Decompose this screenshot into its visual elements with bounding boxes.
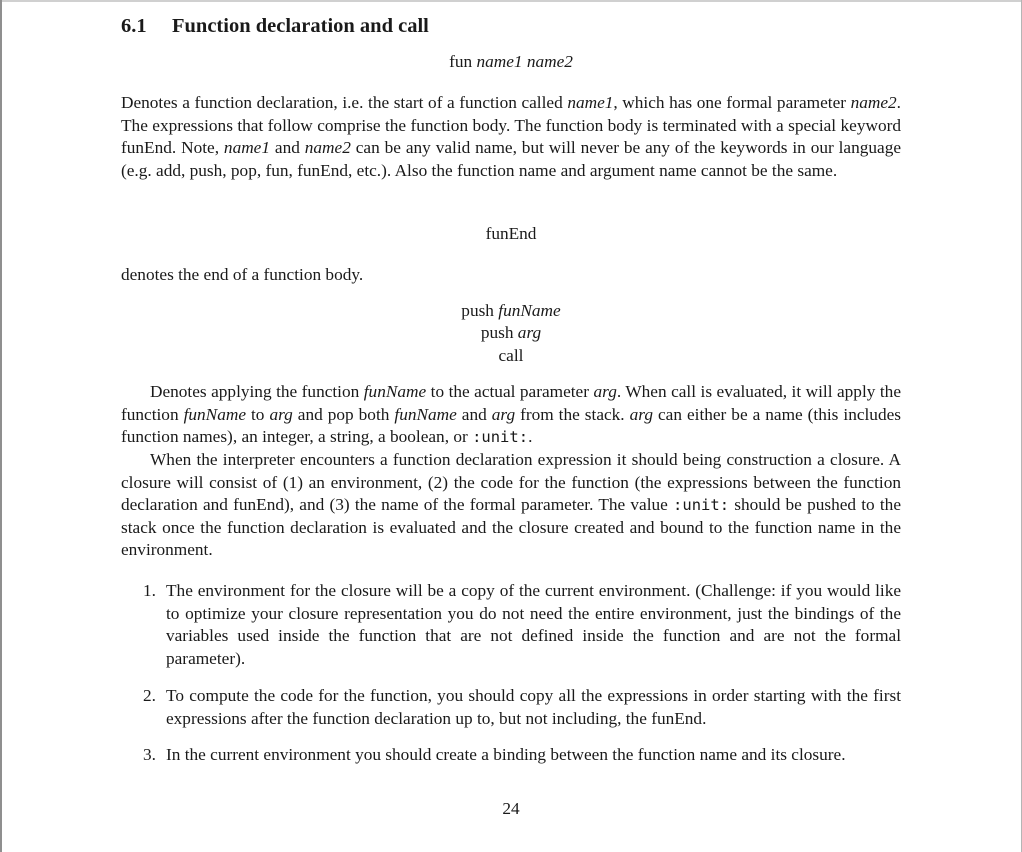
call-syntax-line-1: push funName xyxy=(461,301,561,320)
list-item xyxy=(143,685,901,730)
page-edge-left xyxy=(0,0,2,852)
list-item xyxy=(143,580,901,670)
list-item-text: To compute the code for the function, you should copy all the expressions in order starting with the first expressions after the function declaration up to, but not including, the funEnd. xyxy=(166,686,901,728)
call-description-paragraph: Denotes applying the function funName to the actual parameter arg. When call is evaluated, it will apply the function funName to arg and pop both funName and arg from the stack. arg can either be a name (this includes function names), an integer, a string, a boolean, or :unit:. xyxy=(121,382,901,447)
section-number: 6.1 xyxy=(121,15,147,37)
declaration-description-paragraph: Denotes a function declaration, i.e. the start of a function called name1, which has one formal parameter name2. The expressions that follow comprise the function body. The function body is terminated with a special keyword funEnd. Note, name1 and name2 can be any valid name, but will never be any of the keywords in our language (e.g. add, push, pop, fun, funEnd, etc.). Also the function name and argument name cannot be the same. xyxy=(121,93,902,180)
function-end-description: denotes the end of a function body. xyxy=(121,265,364,284)
call-syntax-line-2: push arg xyxy=(480,323,542,342)
list-item xyxy=(143,744,901,767)
function-end-syntax: funEnd xyxy=(485,224,537,243)
page-number: 24 xyxy=(502,799,520,818)
section-heading xyxy=(121,15,429,38)
call-syntax-line-3: call xyxy=(498,346,524,365)
closure-description-paragraph: When the interpreter encounters a function declaration expression it should being construction a closure. A closure will consist of (1) an environment, (2) the code for the function (the expressions between the function declaration and funEnd), and (3) the name of the formal parameter. The value :unit: should be pushed to the stack once the function declaration is evaluated and the closure created and bound to the function name in the environment. xyxy=(121,450,901,560)
page-edge-top xyxy=(0,0,1022,2)
list-item-text: The environment for the closure will be a copy of the current environment. (Challenge: if you would like to optimize your closure representation you do not need the entire environment, just the bindings of the variables used inside the function that are not defined inside the function and are not the formal parameter). xyxy=(166,581,901,668)
list-marker: 2. xyxy=(143,686,156,705)
list-marker: 1. xyxy=(143,581,156,600)
name2-arg: name2 xyxy=(526,52,573,71)
section-title: Function declaration and call xyxy=(172,15,429,37)
list-marker: 3. xyxy=(143,745,156,764)
function-declaration-syntax xyxy=(121,51,901,74)
list-item-text: In the current environment you should create a binding between the function name and its closure. xyxy=(166,745,846,764)
name1-arg: name1 xyxy=(476,52,523,71)
fun-keyword: fun xyxy=(449,52,473,71)
